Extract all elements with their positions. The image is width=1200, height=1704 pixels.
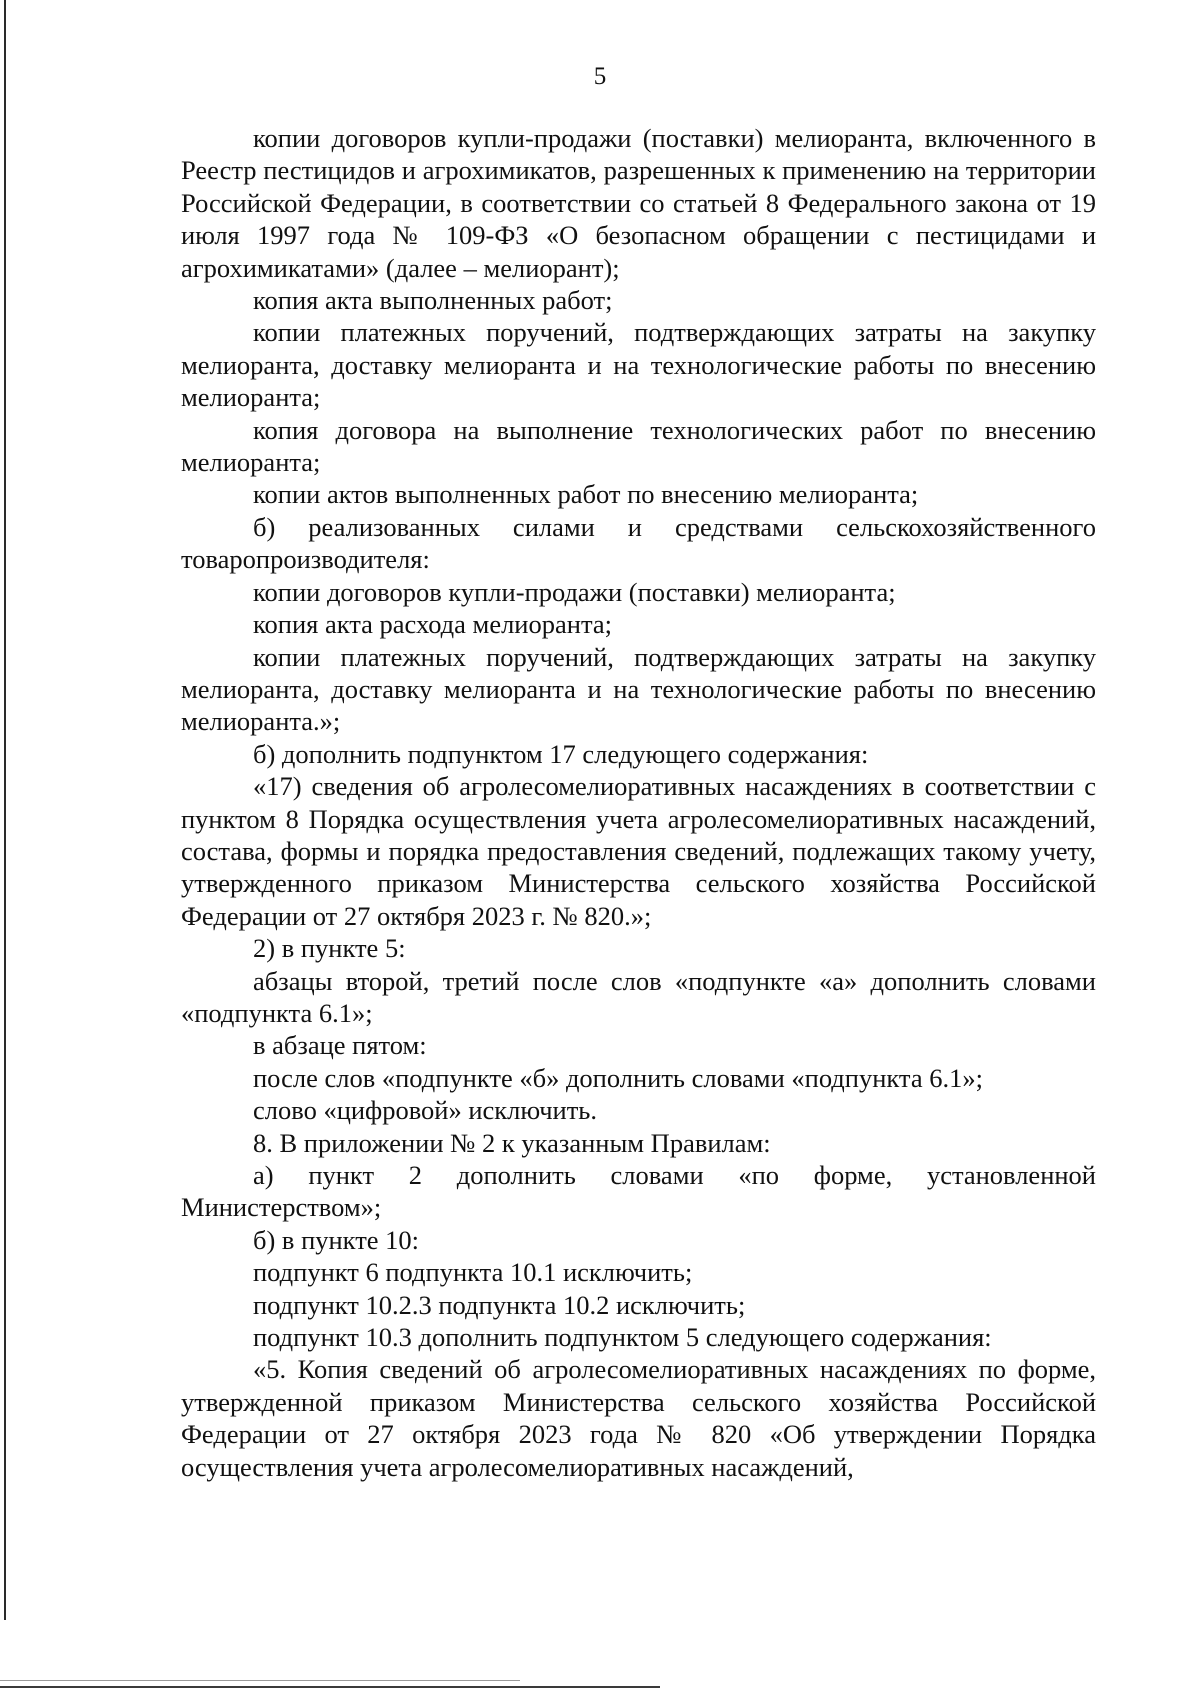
paragraph: подпункт 10.2.3 подпункта 10.2 исключить;: [253, 1289, 746, 1320]
paragraph: копии платежных поручений, подтверждающих затраты на закупку мелиоранта, доставку мелиоранта и на технологические работы по внесению мелиоранта;: [181, 317, 1096, 413]
paragraph: копии договоров купли-продажи (поставки) мелиоранта;: [253, 576, 896, 607]
paragraph: подпункт 6 подпункта 10.1 исключить;: [253, 1257, 693, 1288]
paragraph: б) в пункте 10:: [253, 1224, 420, 1255]
paragraph: «5. Копия сведений об агролесомелиоративных насаждениях по форме, утвержденной приказом Министерства сельского хозяйства Российской Федерации от 27 октября 2023 года № 820 «Об утверждении Порядка осуществления учета агролесомелиоративных насаждений,: [181, 1354, 1096, 1482]
paragraph: абзацы второй, третий после слов «подпункте «а» дополнить словами «подпункта 6.1»;: [181, 965, 1096, 1028]
paragraph: копии договоров купли-продажи (поставки) мелиоранта, включенного в Реестр пестицидов и агрохимикатов, разрешенных к применению на территории Российской Федерации, в соответствии со статьей 8 Федерального закона от 19 июля 1997 года № 109-ФЗ «О безопасном обращении с пестицидами и агрохимикатами» (далее – мелиорант);: [181, 123, 1096, 283]
paragraph: копии платежных поручений, подтверждающих затраты на закупку мелиоранта, доставку мелиоранта и на технологические работы по внесению мелиоранта.»;: [181, 641, 1096, 737]
paragraph: копия акта расхода мелиоранта;: [253, 609, 612, 640]
paragraph: копии актов выполненных работ по внесению мелиоранта;: [253, 479, 919, 510]
scan-bottom-edge-line: [0, 1686, 660, 1688]
paragraph: после слов «подпункте «б» дополнить словами «подпункта 6.1»;: [253, 1062, 983, 1093]
page-number: 5: [593, 63, 607, 90]
scan-left-edge-line: [4, 0, 6, 1620]
paragraph: а) пункт 2 дополнить словами «по форме, установленной Министерством»;: [181, 1160, 1096, 1223]
paragraph: копия договора на выполнение технологических работ по внесению мелиоранта;: [181, 414, 1096, 478]
paragraph: б) реализованных силами и средствами сельскохозяйственного товаропроизводителя:: [181, 511, 1096, 575]
paragraph: 8. В приложении № 2 к указанным Правилам:: [253, 1127, 771, 1158]
paragraph: в абзаце пятом:: [253, 1030, 427, 1061]
paragraph: б) дополнить подпунктом 17 следующего содержания:: [253, 738, 869, 769]
scan-bottom-edge-shadow: [0, 1680, 520, 1681]
paragraph: слово «цифровой» исключить.: [253, 1095, 597, 1126]
document-body: [181, 122, 1096, 1483]
paragraph: «17) сведения об агролесомелиоративных насаждениях в соответствии с пунктом 8 Порядка осуществления учета агролесомелиоративных насаждений, состава, формы и порядка предоставления сведений, подлежащих такому учету, утвержденного приказом Министерства сельского хозяйства Российской Федерации от 27 октября 2023 г. № 820.»;: [181, 771, 1096, 931]
paragraph: 2) в пункте 5:: [253, 933, 406, 964]
paragraph: подпункт 10.3 дополнить подпунктом 5 следующего содержания:: [253, 1322, 992, 1353]
paragraph: копия акта выполненных работ;: [253, 285, 613, 316]
